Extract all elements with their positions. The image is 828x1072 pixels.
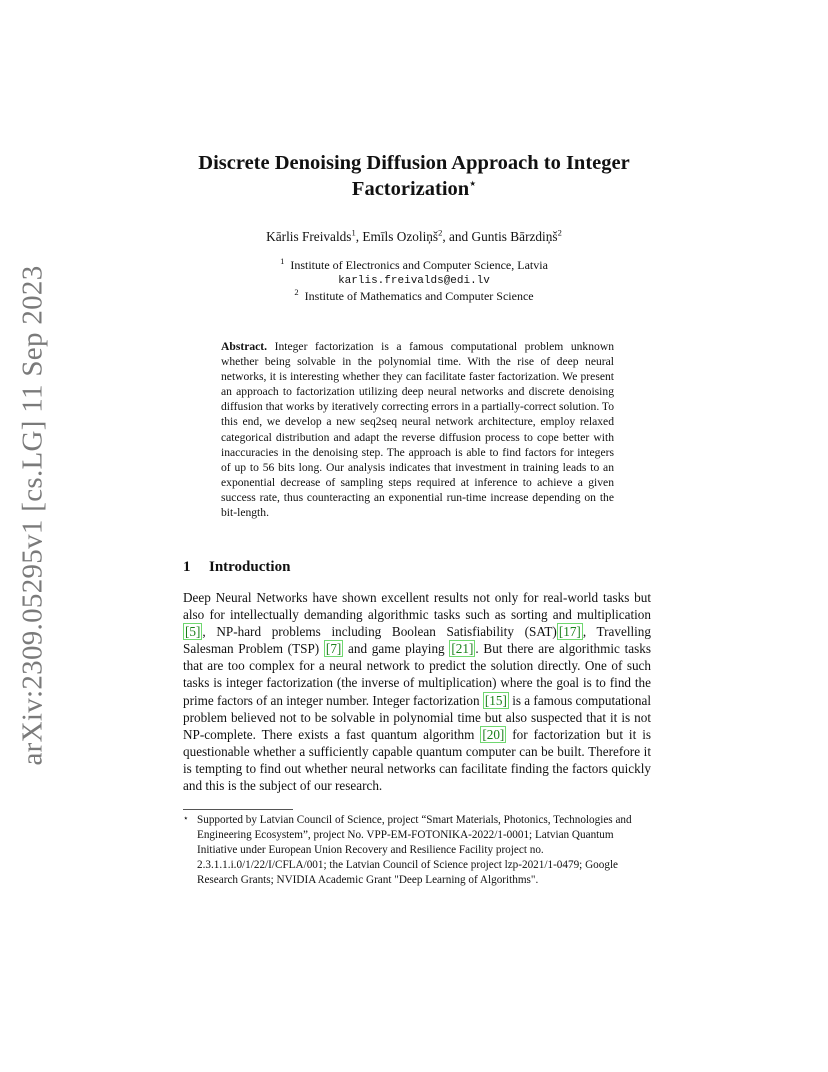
title-line-1: Discrete Denoising Diffusion Approach to Integer — [198, 152, 630, 174]
title-footnote-mark: ⋆ — [469, 178, 477, 191]
footnote-divider — [183, 809, 293, 810]
section-number: 1 — [183, 559, 191, 575]
intro-text: , NP-hard problems including Boolean Satisfiability (SAT) — [202, 624, 557, 640]
affiliation-text: Institute of Electronics and Computer Science, Latvia — [290, 258, 548, 272]
arxiv-stamp — [8, 264, 58, 766]
abstract-label: Abstract. — [221, 340, 268, 353]
intro-text: . But there are algorithmic tasks that are too complex for a neural network to predict the solution directly. One of such tasks is integer factorization (the inverse of multiplication) where the goal is to find the prime factors of an integer number. Integer factorization — [183, 641, 651, 708]
footnote-mark: ⋆ — [183, 813, 189, 823]
abstract-text: Integer factorization is a famous computational problem unknown whether being solvable in the polynomial time. With the rise of deep neural networks, it is interesting whether they can facilitate faster factorization. We present an approach to factorization utilizing deep neural networks and discrete denoising diffusion that works by iteratively correcting errors in a partially-correct solution. To this end, we develop a new seq2seq neural network architecture, employ relaxed categorical distribution and adapt the reverse diffusion process to cope better with inaccuracies in the denoising step. The approach is able to find factors for integers of up to 56 bits long. Our analysis indicates that investment in training leads to an exponential decrease of sampling steps required at inference to achieve a given success rate, thus counteracting an exponential run-time increase depending on the bit-length. — [221, 340, 614, 520]
citation-link[interactable]: [17] — [558, 624, 581, 640]
intro-text: for factorization but it is questionable whether a sufficiently capable quantum computer can be built. Therefore it is tempting to find out whether neural networks can facilitate finding the factors quickly and this is the subject of our research. — [183, 726, 651, 794]
author-affil-mark: 2 — [557, 227, 562, 238]
author-separator: , — [355, 229, 363, 244]
section-heading — [183, 559, 290, 576]
author-name: Kārlis Freivalds — [266, 229, 352, 244]
citation-link[interactable]: [7] — [325, 641, 342, 657]
title-line-2 — [170, 176, 658, 202]
citation-link[interactable]: [21] — [451, 641, 474, 657]
author-separator: , and — [442, 229, 472, 244]
title-line-2-text: Factorization — [351, 178, 470, 200]
intro-text: is a famous computational problem believed not to be solvable in polynomial time but also suspected that it is not NP-complete. There exists a fast quantum algorithm — [183, 692, 651, 742]
affiliation-number: 2 — [294, 287, 299, 297]
citation-link[interactable]: [15] — [484, 692, 507, 708]
author-name: Emīls Ozoliņš — [362, 229, 439, 244]
intro-text: and game playing — [343, 641, 450, 657]
author-name: Guntis Bārzdiņš — [471, 229, 558, 244]
author-affil-mark: 2 — [438, 227, 443, 238]
author-affil-mark: 1 — [351, 227, 356, 238]
intro-text: Deep Neural Networks have shown excellent results not only for real-world tasks but also for intellectually demanding algorithmic tasks such as sorting and multiplication — [183, 590, 651, 623]
citation-link[interactable]: [20] — [482, 726, 505, 742]
intro-text: , Travelling Salesman Problem (TSP) — [183, 624, 651, 657]
citation-link[interactable]: [5] — [185, 624, 201, 640]
footnote — [183, 813, 651, 888]
footnote-text: Supported by Latvian Council of Science, project “Smart Materials, Photonics, Technologies and Engineering Ecosystem”, project No. VPP-EM-FOTONIKA-2022/1-0001; Latvian Quantum Initiative under European Union Recovery and Resilience Facility project no. 2.3.1.1.i.0/1/22/I/CFLA/001; the Latvian Council of Science project lzp-2021/1-0479; Google Research Grants; NVIDIA Academic Grant "Deep Learning of Algorithms". — [197, 814, 632, 886]
intro-paragraph — [183, 589, 651, 794]
author-email[interactable]: karlis.freivalds@edi.lv — [338, 275, 490, 287]
section-title: Introduction — [209, 559, 291, 575]
author-list — [170, 229, 658, 245]
affiliation-text: Institute of Mathematics and Computer Science — [304, 289, 534, 303]
abstract — [221, 339, 614, 520]
paper-title — [170, 150, 658, 202]
affiliation — [170, 289, 658, 304]
arxiv-id-text: arXiv:2309.05295v1 [cs.LG] 11 Sep 2023 — [16, 264, 49, 766]
affiliation — [170, 258, 658, 273]
affiliation-number: 1 — [280, 256, 285, 266]
